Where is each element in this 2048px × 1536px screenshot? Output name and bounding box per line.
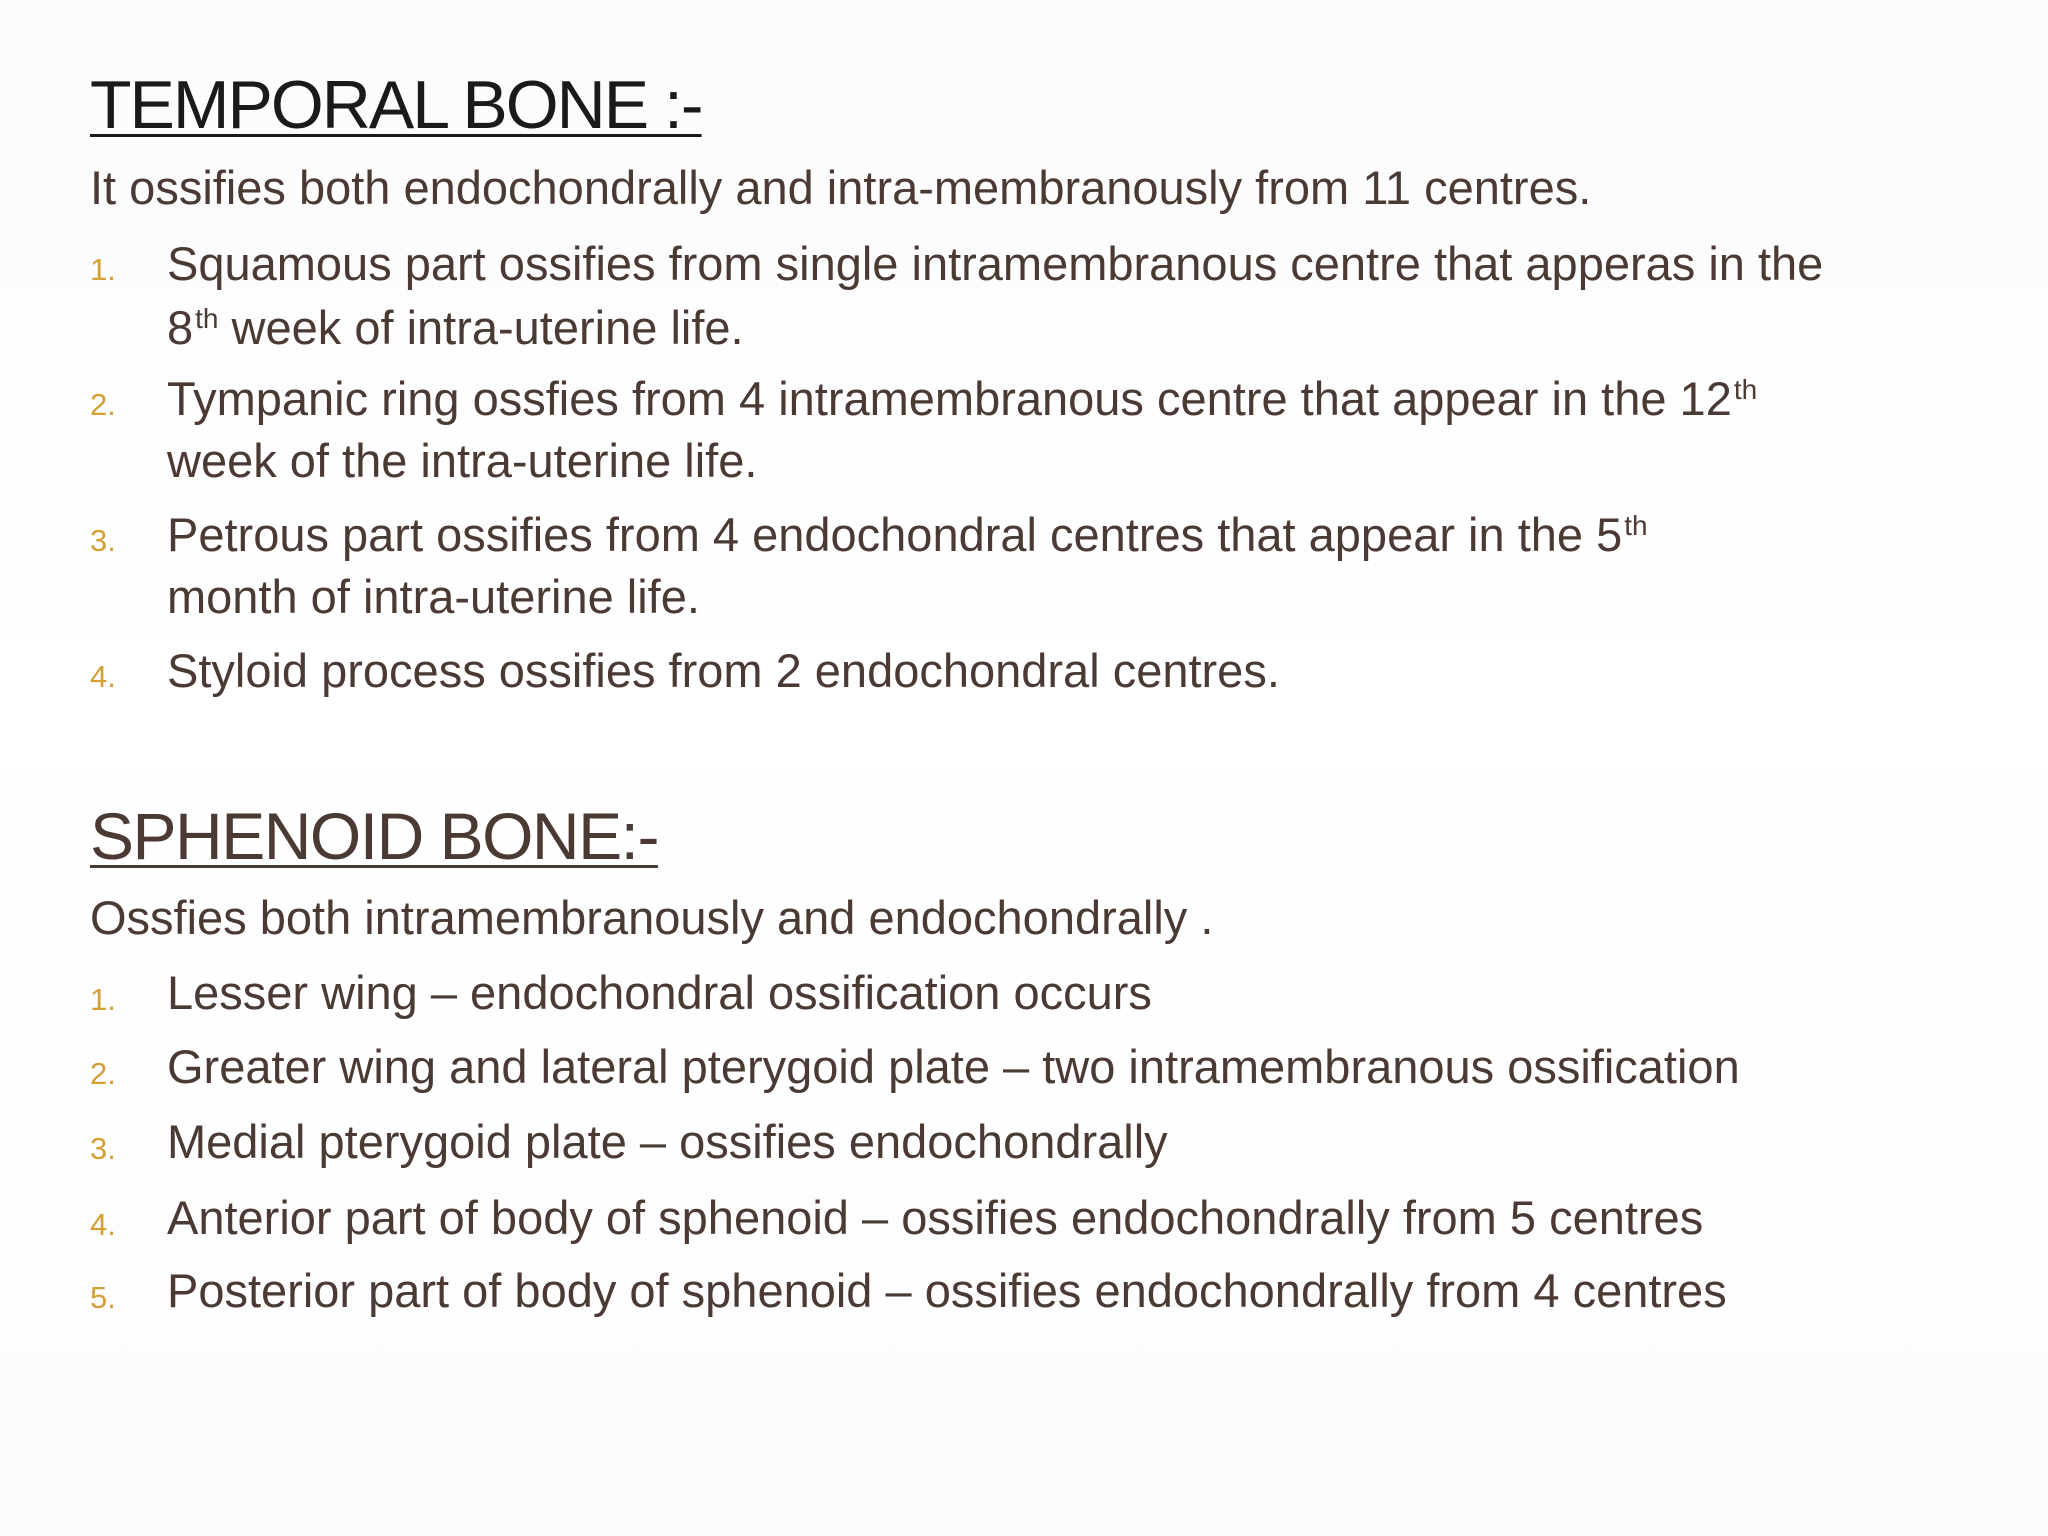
list-number: 3.: [90, 523, 116, 558]
sphenoid-bone-heading: SPHENOID BONE:-: [90, 799, 658, 873]
list-item-text: Tympanic ring ossfies from 4 intramembranous centre that appear in the 12th: [167, 372, 1758, 425]
list-item-text: Medial pterygoid plate – ossifies endochondrally: [167, 1115, 1168, 1168]
list-item-text: Greater wing and lateral pterygoid plate – two intramembranous ossification: [167, 1040, 1740, 1093]
list-number: 4.: [90, 1207, 116, 1242]
superscript: th: [1733, 374, 1758, 405]
sphenoid-bone-intro: Ossfies both intramembranously and endochondrally .: [90, 891, 1214, 944]
list-number: 1.: [90, 252, 116, 287]
list-item-text: Styloid process ossifies from 2 endochondral centres.: [167, 644, 1280, 697]
list-item-text: Squamous part ossifies from single intramembranous centre that apperas in the: [167, 237, 1824, 290]
list-number: 2.: [90, 1056, 116, 1091]
list-number: 4.: [90, 659, 116, 694]
temporal-bone-heading: TEMPORAL BONE :-: [90, 67, 702, 143]
list-item-text-continued: 8th week of intra-uterine life.: [167, 301, 744, 354]
superscript: th: [1624, 510, 1648, 541]
superscript: th: [195, 303, 219, 334]
list-item-text: Anterior part of body of sphenoid – ossifies endochondrally from 5 centres: [167, 1191, 1704, 1244]
list-number: 2.: [90, 387, 116, 422]
list-item-text-continued: week of the intra-uterine life.: [167, 434, 758, 487]
list-item-text: Lesser wing – endochondral ossification occurs: [167, 966, 1152, 1019]
temporal-bone-intro: It ossifies both endochondrally and intra-membranously from 11 centres.: [90, 161, 1592, 214]
list-number: 1.: [90, 982, 116, 1017]
list-item-text-continued: month of intra-uterine life.: [167, 570, 700, 623]
list-item-text: Petrous part ossifies from 4 endochondral centres that appear in the 5th: [167, 508, 1648, 561]
list-item-text: Posterior part of body of sphenoid – ossifies endochondrally from 4 centres: [167, 1264, 1727, 1317]
list-number: 5.: [90, 1280, 116, 1315]
list-number: 3.: [90, 1131, 116, 1166]
